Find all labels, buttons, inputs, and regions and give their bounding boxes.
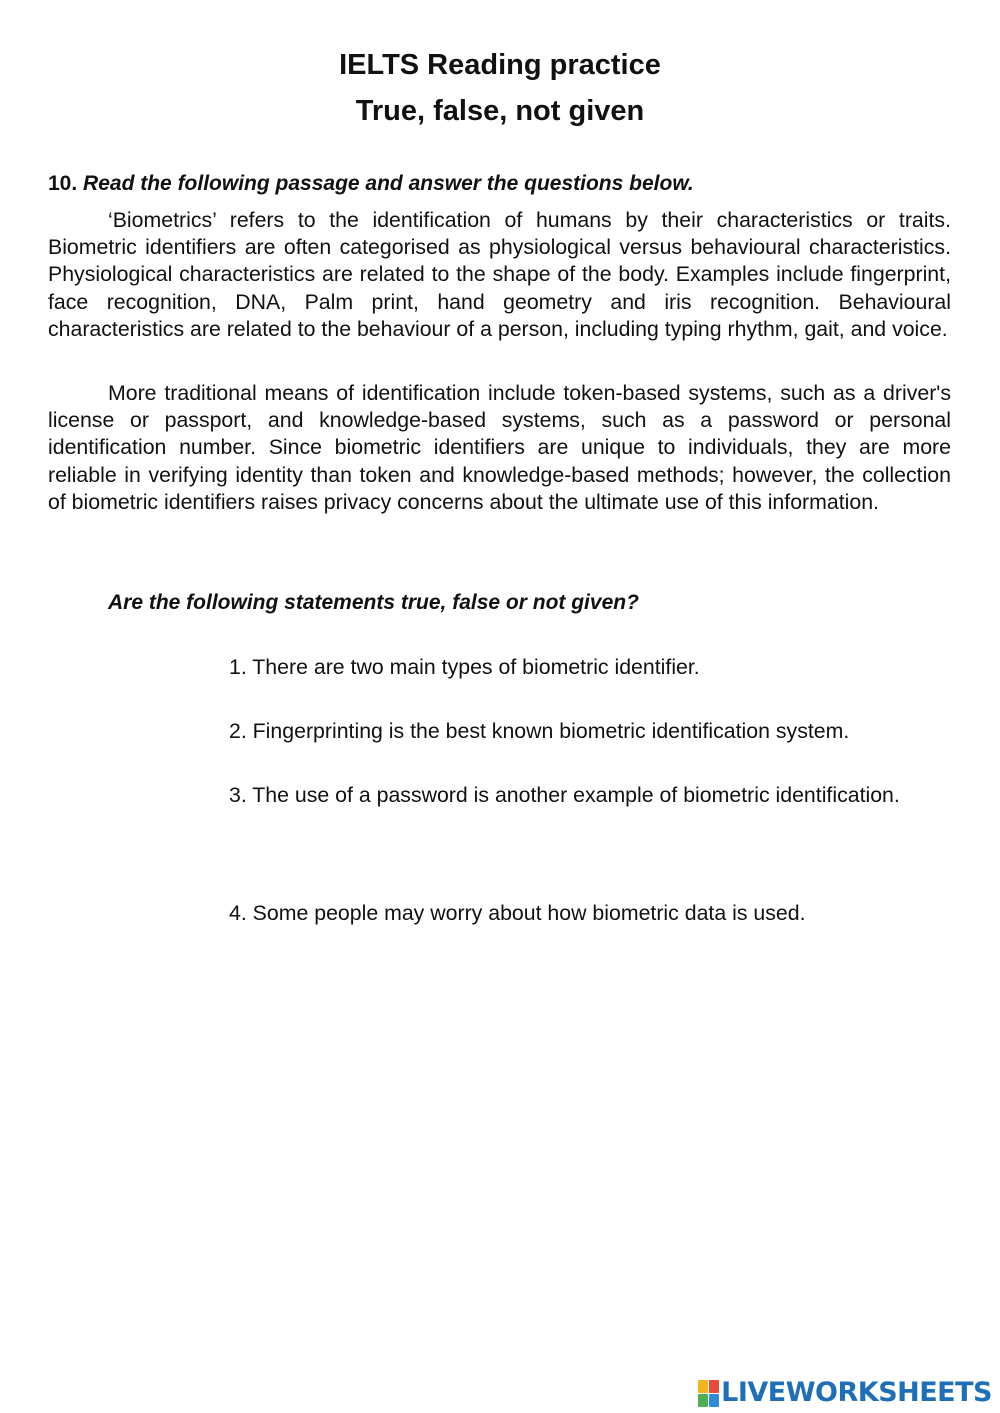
passage-paragraph-1: ‘Biometrics’ refers to the identification of humans by their characteristics or traits. Biometric identifiers are often categorised as physiological versus behavioural characteristics. Physiological characteristics are related to the shape of the body. Examples include fingerprint, face recognition, DNA, Palm print, hand geometry and iris recognition. Behavioural characteristics are related to the behaviour of a person, including typing rhythm, gait, and voice. — [48, 208, 951, 341]
exercise-instruction — [48, 170, 694, 198]
logo-square — [698, 1380, 708, 1393]
page-title: IELTS Reading practice — [339, 49, 661, 81]
logo-square — [698, 1394, 708, 1407]
logo-square — [709, 1394, 719, 1407]
statement-4: 4. Some people may worry about how biometric data is used. — [229, 901, 806, 925]
statement-3: 3. The use of a password is another example of biometric identification. — [229, 783, 900, 807]
exercise-task: Read the following passage and answer the questions below. — [83, 172, 694, 195]
liveworksheets-brand — [698, 1378, 992, 1408]
questions-heading: Are the following statements true, false or not given? — [108, 591, 639, 614]
page-subtitle: True, false, not given — [355, 95, 645, 127]
statement-1: 1. There are two main types of biometric identifier. — [229, 655, 700, 679]
liveworksheets-logo-icon — [698, 1380, 719, 1407]
passage-paragraph-2: More traditional means of identification include token-based systems, such as a driver's license or passport, and knowledge-based systems, such as a password or personal identification number. Since biometric identifiers are unique to individuals, they are more reliable in verifying identity than token and knowledge-based methods; however, the collection of biometric identifiers raises privacy concerns about the ultimate use of this information. — [48, 381, 951, 514]
brand-text: LIVEWORKSHEETS — [721, 1377, 992, 1408]
exercise-number: 10. — [48, 172, 78, 195]
statement-2: 2. Fingerprinting is the best known biometric identification system. — [229, 719, 850, 743]
logo-square — [709, 1380, 719, 1393]
